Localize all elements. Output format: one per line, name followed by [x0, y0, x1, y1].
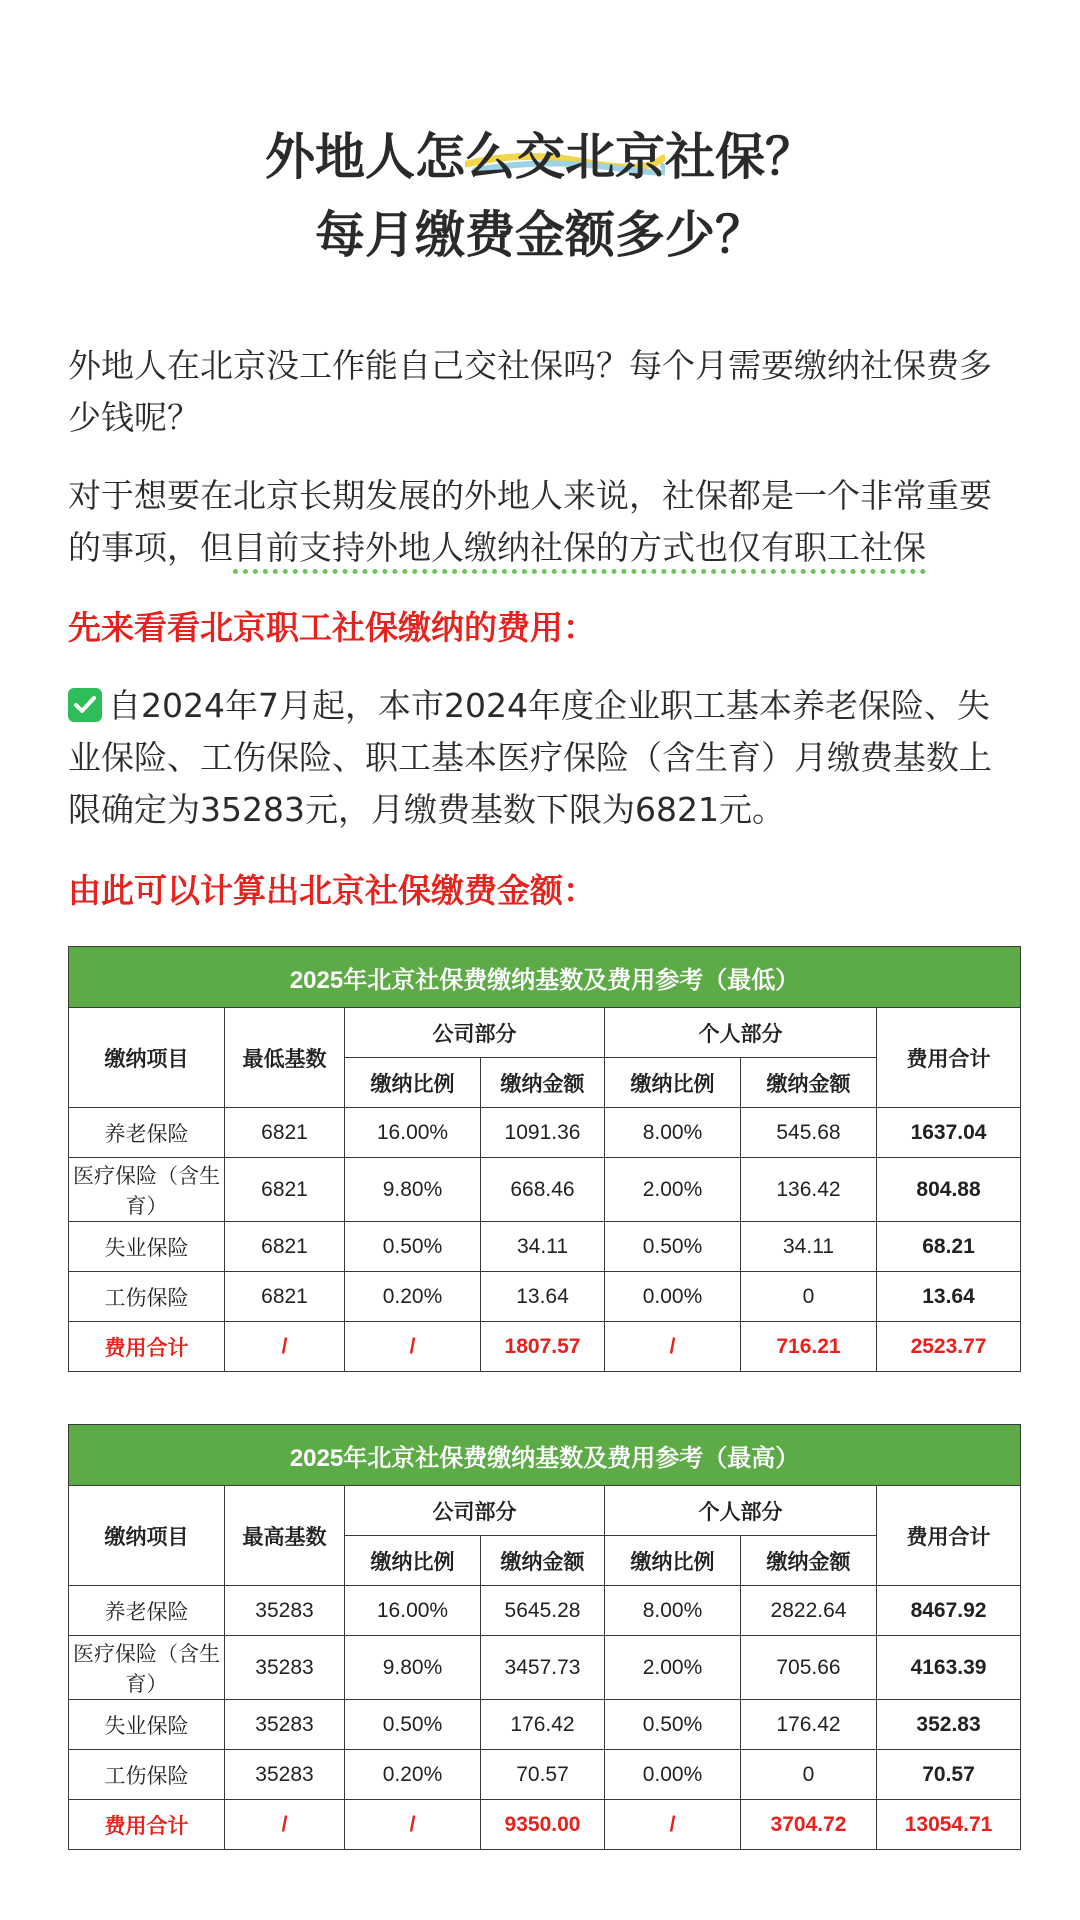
cell-total: 4163.39: [877, 1636, 1021, 1700]
cell-item: 养老保险: [69, 1108, 225, 1158]
header-total: 费用合计: [877, 1486, 1021, 1586]
cell-personal-amount: 716.21: [741, 1322, 877, 1372]
cell-personal-rate: 0.00%: [605, 1272, 741, 1322]
cell-base: 6821: [225, 1222, 345, 1272]
header-personal: 个人部分: [605, 1008, 877, 1058]
intro-paragraph-1: 外地人在北京没工作能自己交社保吗？每个月需要缴纳社保费多少钱呢？: [68, 346, 992, 437]
header-personal-rate: 缴纳比例: [605, 1058, 741, 1108]
cell-personal-amount: 3704.72: [741, 1800, 877, 1850]
header-item: 缴纳项目: [69, 1008, 225, 1108]
cell-company-rate: 0.20%: [345, 1272, 481, 1322]
cell-item: 费用合计: [69, 1322, 225, 1372]
cell-total: 804.88: [877, 1158, 1021, 1222]
header-company: 公司部分: [345, 1486, 605, 1536]
header-company-rate: 缴纳比例: [345, 1536, 481, 1586]
cell-company-rate: 0.20%: [345, 1750, 481, 1800]
cell-company-rate: /: [345, 1800, 481, 1850]
section-heading-fees: 先来看看北京职工社保缴纳的费用：: [68, 608, 596, 647]
cell-company-amount: 1807.57: [481, 1322, 605, 1372]
title-line-2: [315, 196, 765, 274]
header-company-amount: 缴纳金额: [481, 1536, 605, 1586]
notice-text: 自2024年7月起，本市2024年度企业职工基本养老保险、失业保险、工伤保险、职工基本医疗保险（含生育）月缴费基数上限确定为35283元，月缴费基数下限为6821元。: [68, 686, 992, 829]
cell-personal-rate: 8.00%: [605, 1586, 741, 1636]
cell-company-amount: 1091.36: [481, 1108, 605, 1158]
cell-company-amount: 70.57: [481, 1750, 605, 1800]
fee-table-minimum: [68, 946, 1021, 1372]
cell-company-amount: 5645.28: [481, 1586, 605, 1636]
header-company: 公司部分: [345, 1008, 605, 1058]
cell-company-amount: 3457.73: [481, 1636, 605, 1700]
cell-total: 8467.92: [877, 1586, 1021, 1636]
cell-base: 6821: [225, 1158, 345, 1222]
cell-company-amount: 176.42: [481, 1700, 605, 1750]
title-text-1: 外地人怎么交北京社保？: [265, 128, 815, 186]
check-mark-icon: [68, 688, 102, 722]
header-base: 最低基数: [225, 1008, 345, 1108]
cell-company-amount: 9350.00: [481, 1800, 605, 1850]
cell-company-rate: 9.80%: [345, 1636, 481, 1700]
cell-item: 养老保险: [69, 1586, 225, 1636]
header-total: 费用合计: [877, 1008, 1021, 1108]
cell-personal-rate: /: [605, 1322, 741, 1372]
cell-personal-amount: 176.42: [741, 1700, 877, 1750]
cell-company-rate: /: [345, 1322, 481, 1372]
cell-personal-amount: 0: [741, 1750, 877, 1800]
title-text-2: 每月缴费金额多少？: [315, 206, 765, 264]
article-title: [0, 118, 1080, 274]
cell-total: 1637.04: [877, 1108, 1021, 1158]
cell-item: 医疗保险（含生育）: [69, 1158, 225, 1222]
table-row: [69, 1636, 1021, 1700]
intro-paragraph-2-text: 对于想要在北京长期发展的外地人来说，社保都是一个非常重要的事项，但: [68, 476, 992, 567]
cell-company-rate: 9.80%: [345, 1158, 481, 1222]
cell-total: 2523.77: [877, 1322, 1021, 1372]
table-row: [69, 1272, 1021, 1322]
cell-company-rate: 0.50%: [345, 1700, 481, 1750]
notice-paragraph: [68, 680, 1012, 836]
table-row: [69, 1750, 1021, 1800]
cell-base: 6821: [225, 1272, 345, 1322]
table-row: [69, 1222, 1021, 1272]
cell-company-amount: 668.46: [481, 1158, 605, 1222]
header-personal-amount: 缴纳金额: [741, 1058, 877, 1108]
section-heading-calc: 由此可以计算出北京社保缴费金额：: [68, 871, 596, 910]
intro-paragraph-2-underlined: 目前支持外地人缴纳社保的方式也仅有职工社保: [233, 528, 926, 574]
intro-paragraph-2: [68, 470, 1012, 574]
fee-table-maximum: [68, 1424, 1021, 1850]
cell-personal-amount: 0: [741, 1272, 877, 1322]
header-item: 缴纳项目: [69, 1486, 225, 1586]
cell-personal-amount: 545.68: [741, 1108, 877, 1158]
cell-base: 35283: [225, 1700, 345, 1750]
cell-base: /: [225, 1322, 345, 1372]
cell-personal-amount: 705.66: [741, 1636, 877, 1700]
cell-total: 68.21: [877, 1222, 1021, 1272]
cell-base: 6821: [225, 1108, 345, 1158]
table-total-row: [69, 1322, 1021, 1372]
cell-company-rate: 16.00%: [345, 1108, 481, 1158]
cell-item: 工伤保险: [69, 1272, 225, 1322]
cell-base: 35283: [225, 1586, 345, 1636]
header-personal-amount: 缴纳金额: [741, 1536, 877, 1586]
cell-personal-rate: 0.50%: [605, 1700, 741, 1750]
cell-company-amount: 13.64: [481, 1272, 605, 1322]
header-company-amount: 缴纳金额: [481, 1058, 605, 1108]
cell-company-rate: 16.00%: [345, 1586, 481, 1636]
cell-personal-rate: 0.50%: [605, 1222, 741, 1272]
table-caption: 2025年北京社保费缴纳基数及费用参考（最高）: [69, 1425, 1021, 1486]
table-row: [69, 1158, 1021, 1222]
cell-base: 35283: [225, 1750, 345, 1800]
header-company-rate: 缴纳比例: [345, 1058, 481, 1108]
cell-item: 医疗保险（含生育）: [69, 1636, 225, 1700]
cell-item: 失业保险: [69, 1700, 225, 1750]
header-base: 最高基数: [225, 1486, 345, 1586]
cell-total: 70.57: [877, 1750, 1021, 1800]
cell-item: 工伤保险: [69, 1750, 225, 1800]
cell-personal-amount: 34.11: [741, 1222, 877, 1272]
cell-personal-rate: 2.00%: [605, 1158, 741, 1222]
cell-total: 13054.71: [877, 1800, 1021, 1850]
cell-personal-rate: 8.00%: [605, 1108, 741, 1158]
cell-personal-amount: 136.42: [741, 1158, 877, 1222]
cell-personal-rate: 0.00%: [605, 1750, 741, 1800]
table-caption: 2025年北京社保费缴纳基数及费用参考（最低）: [69, 947, 1021, 1008]
table-row: [69, 1700, 1021, 1750]
cell-personal-amount: 2822.64: [741, 1586, 877, 1636]
cell-base: /: [225, 1800, 345, 1850]
cell-company-amount: 34.11: [481, 1222, 605, 1272]
table-row: [69, 1108, 1021, 1158]
header-personal-rate: 缴纳比例: [605, 1536, 741, 1586]
table-row: [69, 1586, 1021, 1636]
cell-company-rate: 0.50%: [345, 1222, 481, 1272]
cell-total: 352.83: [877, 1700, 1021, 1750]
table-total-row: [69, 1800, 1021, 1850]
cell-personal-rate: 2.00%: [605, 1636, 741, 1700]
cell-total: 13.64: [877, 1272, 1021, 1322]
cell-base: 35283: [225, 1636, 345, 1700]
cell-item: 失业保险: [69, 1222, 225, 1272]
header-personal: 个人部分: [605, 1486, 877, 1536]
title-line-1: [265, 118, 815, 196]
cell-item: 费用合计: [69, 1800, 225, 1850]
cell-personal-rate: /: [605, 1800, 741, 1850]
